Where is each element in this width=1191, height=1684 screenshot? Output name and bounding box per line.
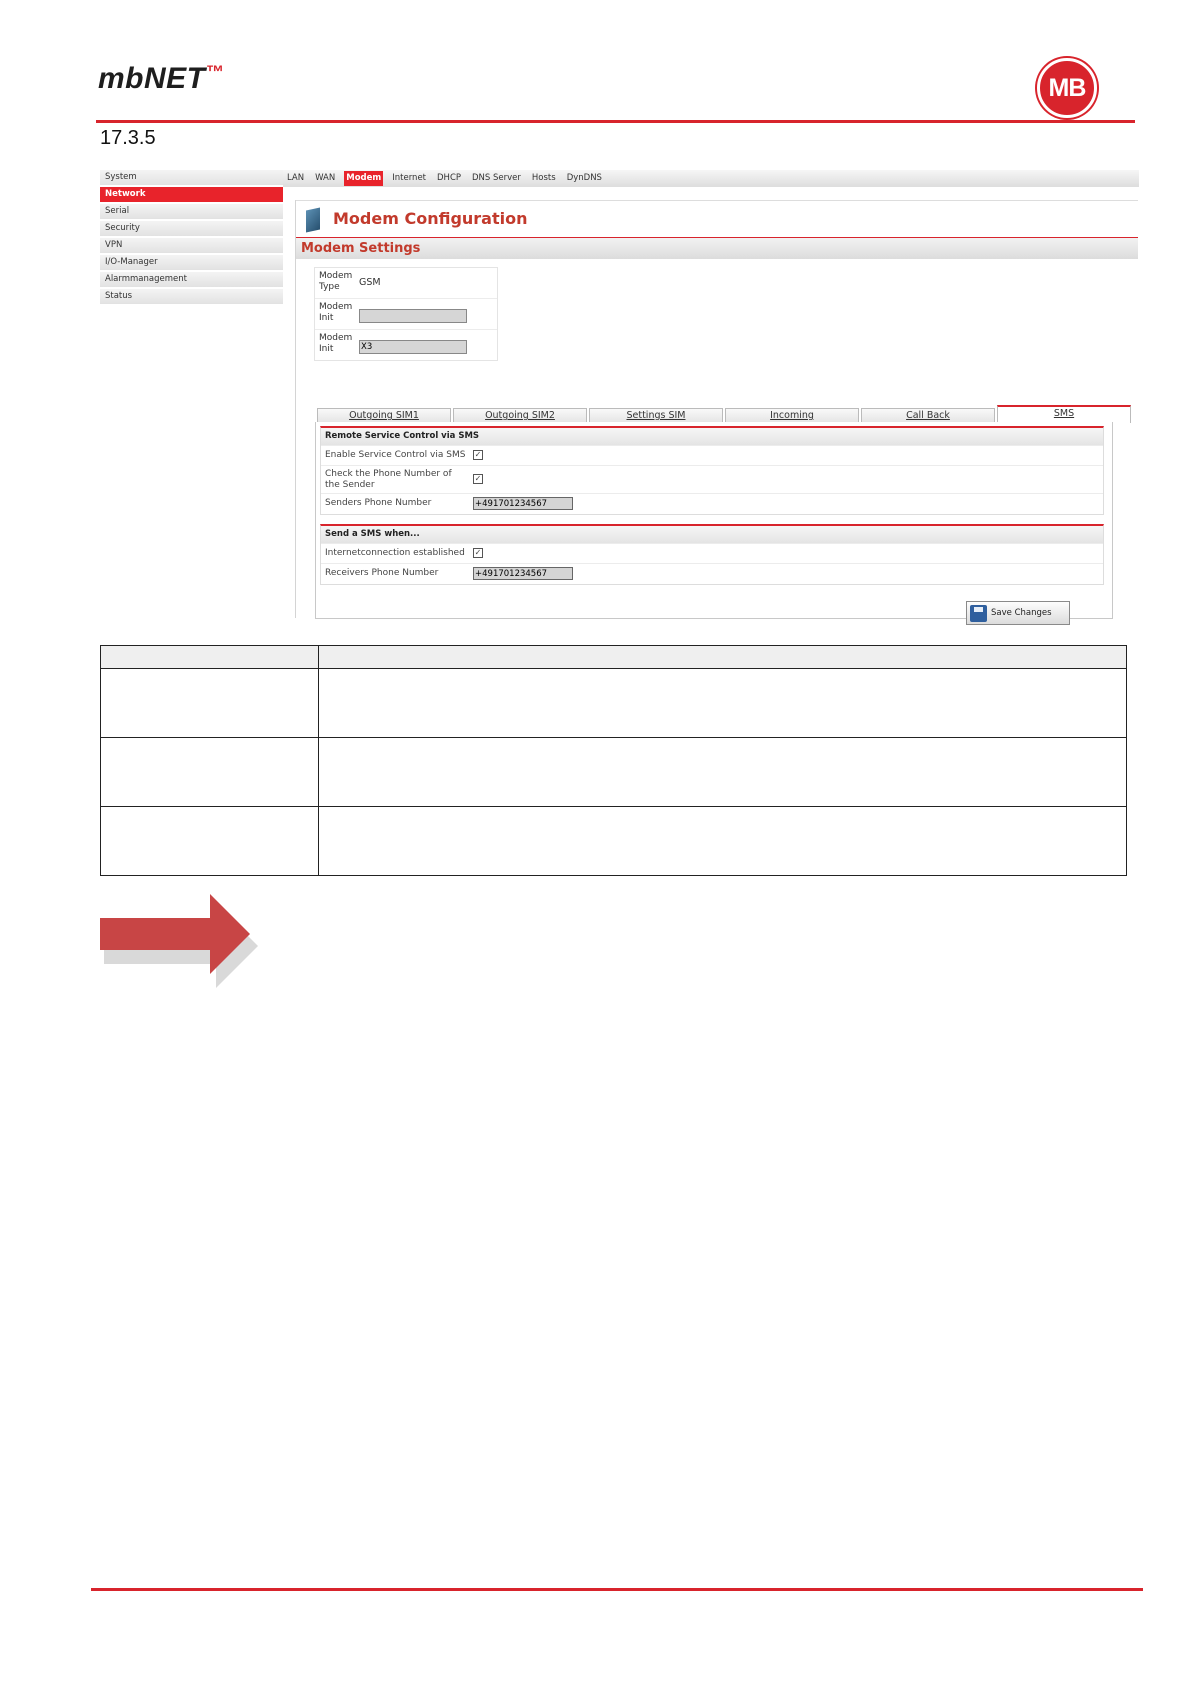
tab-sms[interactable]: SMS xyxy=(997,405,1131,423)
modem-type-row xyxy=(315,268,497,299)
sidenav-item-serial[interactable]: Serial xyxy=(100,204,283,219)
table-cell xyxy=(319,669,1127,738)
table-header-row xyxy=(101,646,1127,669)
modem-init-row xyxy=(315,299,497,330)
sidenav-item-vpn[interactable]: VPN xyxy=(100,238,283,253)
receivers-phone-input[interactable] xyxy=(473,567,573,580)
receivers-phone-row xyxy=(321,563,1103,584)
sidenav-item-status[interactable]: Status xyxy=(100,289,283,304)
tab-settings-sim[interactable]: Settings SIM xyxy=(589,408,723,423)
table-cell xyxy=(101,807,319,876)
modem-type-value: GSM xyxy=(359,277,381,288)
enable-service-label: Enable Service Control via SMS xyxy=(325,450,466,460)
table-row xyxy=(101,669,1127,738)
logo-mark: ™ xyxy=(205,62,224,82)
section-title: Modem Settings xyxy=(296,238,1138,259)
table-row xyxy=(101,807,1127,876)
check-sender-label: Check the Phone Number of the Sender xyxy=(325,469,452,490)
table-row xyxy=(101,738,1127,807)
enable-service-row xyxy=(321,445,1103,465)
description-table xyxy=(100,645,1127,876)
topnav-item-lan[interactable]: LAN xyxy=(287,173,305,183)
save-changes-label: Save Changes xyxy=(991,608,1052,618)
modem-type-label: Modem Type xyxy=(319,271,353,292)
mbnet-logo xyxy=(98,62,224,96)
receivers-phone-label: Receivers Phone Number xyxy=(325,568,439,578)
modem-init-label: Modem Init xyxy=(319,302,353,323)
internet-established-row xyxy=(321,543,1103,563)
table-cell xyxy=(101,669,319,738)
send-sms-group xyxy=(320,524,1104,585)
table-header-cell xyxy=(101,646,319,669)
page-title: Modem Configuration xyxy=(333,209,528,228)
side-navigation xyxy=(100,170,283,306)
modem-init-2-input[interactable] xyxy=(359,340,467,354)
topnav-item-dns-server[interactable]: DNS Server xyxy=(472,173,521,183)
sidenav-item-security[interactable]: Security xyxy=(100,221,283,236)
mb-brand-badge xyxy=(1037,58,1097,118)
remote-control-title: Remote Service Control via SMS xyxy=(321,428,1103,445)
web-ui-screenshot xyxy=(100,170,1137,618)
modem-icon xyxy=(306,208,320,233)
topnav-item-dhcp[interactable]: DHCP xyxy=(437,173,462,183)
table-header-cell xyxy=(319,646,1127,669)
send-sms-title: Send a SMS when... xyxy=(321,526,1103,543)
badge-text: MB xyxy=(1048,73,1086,102)
sms-panel xyxy=(315,422,1113,619)
sidenav-item-system[interactable]: System xyxy=(100,170,283,185)
senders-phone-input[interactable] xyxy=(473,497,573,510)
senders-phone-row xyxy=(321,493,1103,514)
topnav-item-wan[interactable]: WAN xyxy=(315,173,336,183)
senders-phone-label: Senders Phone Number xyxy=(325,498,432,508)
tab-incoming[interactable]: Incoming xyxy=(725,408,859,423)
modem-settings-table xyxy=(314,267,498,361)
page-header xyxy=(296,200,1138,239)
sidenav-item-io-manager[interactable]: I/O-Manager xyxy=(100,255,283,270)
table-cell xyxy=(101,738,319,807)
sidenav-item-alarmmanagement[interactable]: Alarmmanagement xyxy=(100,272,283,287)
section-number: 17.3.5 xyxy=(100,127,156,149)
internet-established-label: Internetconnection established xyxy=(325,548,465,558)
top-navigation xyxy=(283,170,1139,187)
remote-control-group xyxy=(320,426,1104,515)
check-sender-checkbox[interactable]: ✓ xyxy=(474,474,482,483)
topnav-item-internet[interactable]: Internet xyxy=(392,173,427,183)
header-rule xyxy=(96,120,1135,123)
content-area xyxy=(295,200,1138,618)
table-cell xyxy=(319,738,1127,807)
save-changes-button[interactable] xyxy=(966,601,1070,625)
topnav-item-dyndns[interactable]: DynDNS xyxy=(566,173,602,183)
modem-tabs xyxy=(317,405,1133,422)
table-cell xyxy=(319,807,1127,876)
sidenav-item-network[interactable]: Network xyxy=(100,187,283,202)
modem-init-2-row xyxy=(315,330,497,360)
topnav-item-hosts[interactable]: Hosts xyxy=(531,173,556,183)
tab-outgoing-sim1[interactable]: Outgoing SIM1 xyxy=(317,408,451,423)
logo-text: mbNET xyxy=(98,62,206,95)
note-arrow-icon xyxy=(100,888,265,988)
check-sender-row xyxy=(321,465,1103,493)
tab-outgoing-sim2[interactable]: Outgoing SIM2 xyxy=(453,408,587,423)
topnav-item-modem[interactable]: Modem xyxy=(344,171,383,186)
enable-service-checkbox[interactable]: ✓ xyxy=(474,450,482,459)
modem-init-2-label: Modem Init xyxy=(319,333,353,354)
modem-init-input[interactable] xyxy=(359,309,467,323)
internet-established-checkbox[interactable]: ✓ xyxy=(474,548,482,557)
floppy-disk-icon xyxy=(970,605,987,622)
footer-rule xyxy=(91,1588,1143,1591)
tab-call-back[interactable]: Call Back xyxy=(861,408,995,423)
